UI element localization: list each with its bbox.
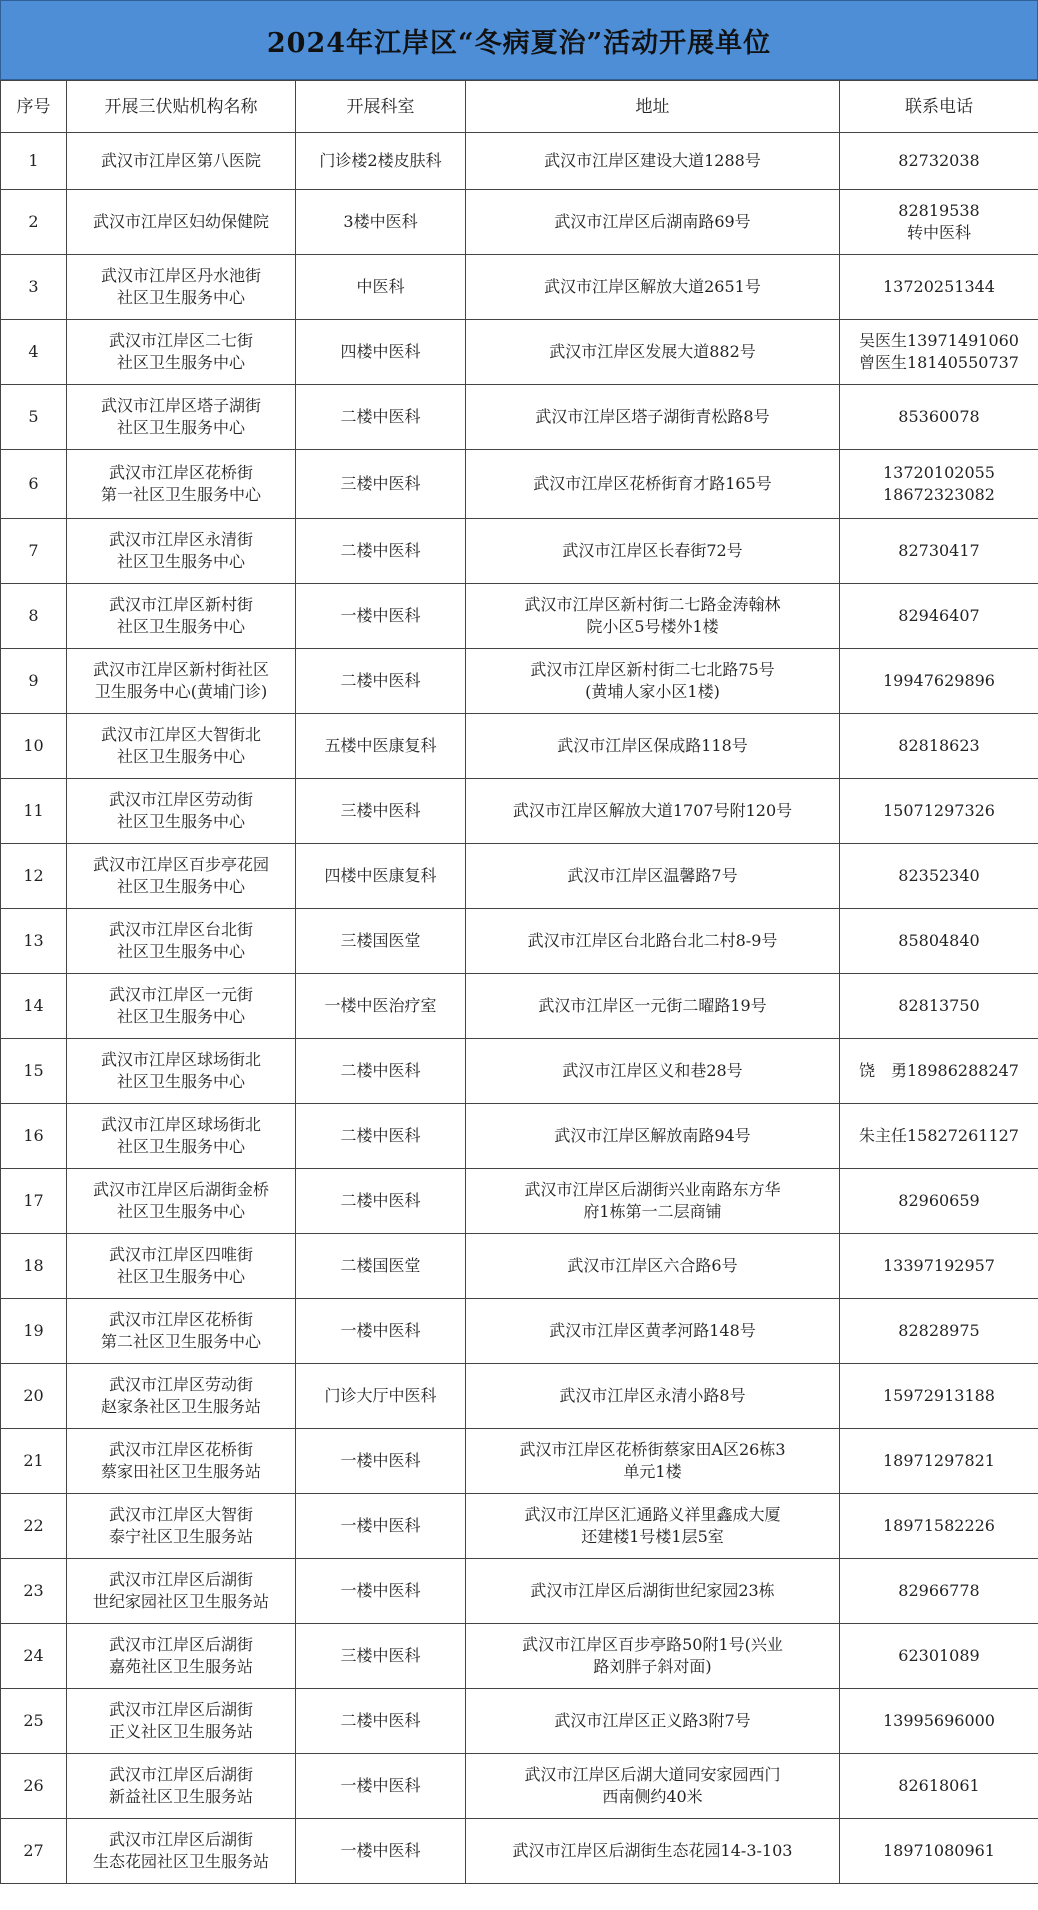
- cell-department: 一楼中医科: [296, 1429, 466, 1494]
- cell-phone: 18971080961: [840, 1819, 1038, 1884]
- cell-department: 三楼中医科: [296, 1624, 466, 1689]
- table-row: [1, 1039, 1038, 1104]
- cell-address: 武汉市江岸区花桥街育才路165号: [466, 450, 840, 519]
- cell-phone: 13720102055 18672323082: [840, 450, 1038, 519]
- cell-index: 7: [1, 519, 67, 584]
- table-row: [1, 974, 1038, 1039]
- cell-phone: 18971297821: [840, 1429, 1038, 1494]
- cell-phone: 85360078: [840, 385, 1038, 450]
- cell-department: 二楼中医科: [296, 1169, 466, 1234]
- cell-institution: 武汉市江岸区大智街 泰宁社区卫生服务站: [67, 1494, 296, 1559]
- table-row: [1, 519, 1038, 584]
- cell-address: 武汉市江岸区建设大道1288号: [466, 133, 840, 190]
- cell-index: 19: [1, 1299, 67, 1364]
- units-table: [0, 80, 1038, 1884]
- cell-address: 武汉市江岸区塔子湖街青松路8号: [466, 385, 840, 450]
- cell-index: 6: [1, 450, 67, 519]
- cell-index: 21: [1, 1429, 67, 1494]
- table-row: [1, 909, 1038, 974]
- cell-department: 二楼中医科: [296, 1039, 466, 1104]
- cell-phone: 15972913188: [840, 1364, 1038, 1429]
- cell-index: 11: [1, 779, 67, 844]
- table-row: [1, 1104, 1038, 1169]
- cell-department: 二楼中医科: [296, 519, 466, 584]
- cell-phone: 82946407: [840, 584, 1038, 649]
- cell-phone: 13720251344: [840, 255, 1038, 320]
- cell-institution: 武汉市江岸区一元街 社区卫生服务中心: [67, 974, 296, 1039]
- cell-index: 1: [1, 133, 67, 190]
- cell-index: 15: [1, 1039, 67, 1104]
- table-row: [1, 320, 1038, 385]
- cell-phone: 19947629896: [840, 649, 1038, 714]
- cell-department: 一楼中医科: [296, 1299, 466, 1364]
- cell-department: 二楼中医科: [296, 1689, 466, 1754]
- cell-institution: 武汉市江岸区球场街北 社区卫生服务中心: [67, 1104, 296, 1169]
- cell-address: 武汉市江岸区新村街二七北路75号 (黄埔人家小区1楼): [466, 649, 840, 714]
- cell-department: 一楼中医科: [296, 1559, 466, 1624]
- cell-department: 一楼中医科: [296, 584, 466, 649]
- cell-institution: 武汉市江岸区永清街 社区卫生服务中心: [67, 519, 296, 584]
- cell-index: 17: [1, 1169, 67, 1234]
- table-row: [1, 385, 1038, 450]
- cell-department: 四楼中医康复科: [296, 844, 466, 909]
- cell-index: 10: [1, 714, 67, 779]
- cell-index: 20: [1, 1364, 67, 1429]
- header-phone: 联系电话: [840, 81, 1038, 133]
- cell-institution: 武汉市江岸区台北街 社区卫生服务中心: [67, 909, 296, 974]
- cell-institution: 武汉市江岸区花桥街 蔡家田社区卫生服务站: [67, 1429, 296, 1494]
- cell-institution: 武汉市江岸区新村街 社区卫生服务中心: [67, 584, 296, 649]
- header-index: 序号: [1, 81, 67, 133]
- table-row: [1, 1559, 1038, 1624]
- cell-index: 8: [1, 584, 67, 649]
- table-row: [1, 1169, 1038, 1234]
- table-header-row: [1, 81, 1038, 133]
- cell-phone: 85804840: [840, 909, 1038, 974]
- cell-index: 27: [1, 1819, 67, 1884]
- cell-index: 26: [1, 1754, 67, 1819]
- page-title: 2024年江岸区“冬病夏治”活动开展单位: [0, 0, 1038, 80]
- table-row: [1, 1494, 1038, 1559]
- cell-institution: 武汉市江岸区后湖街 生态花园社区卫生服务站: [67, 1819, 296, 1884]
- cell-index: 9: [1, 649, 67, 714]
- table-row: [1, 450, 1038, 519]
- cell-phone: 82966778: [840, 1559, 1038, 1624]
- cell-department: 门诊楼2楼皮肤科: [296, 133, 466, 190]
- cell-institution: 武汉市江岸区后湖街 正义社区卫生服务站: [67, 1689, 296, 1754]
- cell-department: 3楼中医科: [296, 190, 466, 255]
- cell-address: 武汉市江岸区黄孝河路148号: [466, 1299, 840, 1364]
- cell-address: 武汉市江岸区永清小路8号: [466, 1364, 840, 1429]
- cell-institution: 武汉市江岸区大智街北 社区卫生服务中心: [67, 714, 296, 779]
- cell-department: 一楼中医治疗室: [296, 974, 466, 1039]
- header-department: 开展科室: [296, 81, 466, 133]
- cell-department: 三楼国医堂: [296, 909, 466, 974]
- cell-address: 武汉市江岸区一元街二曜路19号: [466, 974, 840, 1039]
- header-institution: 开展三伏贴机构名称: [67, 81, 296, 133]
- cell-institution: 武汉市江岸区二七街 社区卫生服务中心: [67, 320, 296, 385]
- table-row: [1, 1819, 1038, 1884]
- cell-address: 武汉市江岸区发展大道882号: [466, 320, 840, 385]
- cell-index: 2: [1, 190, 67, 255]
- cell-index: 12: [1, 844, 67, 909]
- cell-phone: 82960659: [840, 1169, 1038, 1234]
- cell-address: 武汉市江岸区长春街72号: [466, 519, 840, 584]
- cell-address: 武汉市江岸区六合路6号: [466, 1234, 840, 1299]
- cell-department: 门诊大厅中医科: [296, 1364, 466, 1429]
- cell-institution: 武汉市江岸区塔子湖街 社区卫生服务中心: [67, 385, 296, 450]
- cell-index: 18: [1, 1234, 67, 1299]
- cell-index: 3: [1, 255, 67, 320]
- cell-index: 13: [1, 909, 67, 974]
- cell-phone: 吴医生13971491060 曾医生18140550737: [840, 320, 1038, 385]
- cell-institution: 武汉市江岸区第八医院: [67, 133, 296, 190]
- cell-institution: 武汉市江岸区劳动街 社区卫生服务中心: [67, 779, 296, 844]
- cell-department: 二楼中医科: [296, 649, 466, 714]
- cell-index: 25: [1, 1689, 67, 1754]
- cell-phone: 82819538 转中医科: [840, 190, 1038, 255]
- cell-phone: 13397192957: [840, 1234, 1038, 1299]
- cell-department: 五楼中医康复科: [296, 714, 466, 779]
- table-row: [1, 649, 1038, 714]
- table-row: [1, 1299, 1038, 1364]
- cell-address: 武汉市江岸区台北路台北二村8-9号: [466, 909, 840, 974]
- table-row: [1, 133, 1038, 190]
- table-row: [1, 714, 1038, 779]
- cell-address: 武汉市江岸区保成路118号: [466, 714, 840, 779]
- table-row: [1, 1234, 1038, 1299]
- cell-phone: 18971582226: [840, 1494, 1038, 1559]
- cell-address: 武汉市江岸区温馨路7号: [466, 844, 840, 909]
- cell-phone: 饶 勇18986288247: [840, 1039, 1038, 1104]
- cell-address: 武汉市江岸区新村街二七路金涛翰林 院小区5号楼外1楼: [466, 584, 840, 649]
- cell-phone: 82818623: [840, 714, 1038, 779]
- table-row: [1, 779, 1038, 844]
- table-row: [1, 1429, 1038, 1494]
- cell-department: 二楼国医堂: [296, 1234, 466, 1299]
- cell-phone: 82813750: [840, 974, 1038, 1039]
- table-row: [1, 1364, 1038, 1429]
- cell-address: 武汉市江岸区花桥街蔡家田A区26栋3 单元1楼: [466, 1429, 840, 1494]
- cell-index: 22: [1, 1494, 67, 1559]
- cell-address: 武汉市江岸区后湖街兴业南路东方华 府1栋第一二层商铺: [466, 1169, 840, 1234]
- cell-address: 武汉市江岸区义和巷28号: [466, 1039, 840, 1104]
- cell-address: 武汉市江岸区正义路3附7号: [466, 1689, 840, 1754]
- cell-address: 武汉市江岸区汇通路义祥里鑫成大厦 还建楼1号楼1层5室: [466, 1494, 840, 1559]
- cell-phone: 82618061: [840, 1754, 1038, 1819]
- cell-address: 武汉市江岸区百步亭路50附1号(兴业 路刘胖子斜对面): [466, 1624, 840, 1689]
- cell-index: 23: [1, 1559, 67, 1624]
- cell-department: 三楼中医科: [296, 450, 466, 519]
- cell-institution: 武汉市江岸区新村街社区 卫生服务中心(黄埔门诊): [67, 649, 296, 714]
- cell-phone: 82352340: [840, 844, 1038, 909]
- cell-phone: 朱主任15827261127: [840, 1104, 1038, 1169]
- cell-department: 中医科: [296, 255, 466, 320]
- cell-phone: 82730417: [840, 519, 1038, 584]
- cell-institution: 武汉市江岸区花桥街 第二社区卫生服务中心: [67, 1299, 296, 1364]
- table-body: [1, 133, 1038, 1884]
- cell-institution: 武汉市江岸区丹水池街 社区卫生服务中心: [67, 255, 296, 320]
- table-row: [1, 255, 1038, 320]
- cell-address: 武汉市江岸区解放大道2651号: [466, 255, 840, 320]
- cell-address: 武汉市江岸区后湖街世纪家园23栋: [466, 1559, 840, 1624]
- cell-department: 二楼中医科: [296, 385, 466, 450]
- cell-institution: 武汉市江岸区花桥街 第一社区卫生服务中心: [67, 450, 296, 519]
- cell-address: 武汉市江岸区后湖南路69号: [466, 190, 840, 255]
- cell-institution: 武汉市江岸区后湖街 嘉苑社区卫生服务站: [67, 1624, 296, 1689]
- cell-phone: 62301089: [840, 1624, 1038, 1689]
- cell-institution: 武汉市江岸区后湖街 世纪家园社区卫生服务站: [67, 1559, 296, 1624]
- cell-department: 三楼中医科: [296, 779, 466, 844]
- cell-address: 武汉市江岸区后湖街生态花园14-3-103: [466, 1819, 840, 1884]
- cell-institution: 武汉市江岸区劳动街 赵家条社区卫生服务站: [67, 1364, 296, 1429]
- cell-department: 四楼中医科: [296, 320, 466, 385]
- cell-address: 武汉市江岸区解放大道1707号附120号: [466, 779, 840, 844]
- cell-department: 一楼中医科: [296, 1494, 466, 1559]
- cell-department: 一楼中医科: [296, 1819, 466, 1884]
- cell-department: 二楼中医科: [296, 1104, 466, 1169]
- cell-department: 一楼中医科: [296, 1754, 466, 1819]
- table-row: [1, 1689, 1038, 1754]
- cell-index: 16: [1, 1104, 67, 1169]
- table-row: [1, 190, 1038, 255]
- cell-address: 武汉市江岸区后湖大道同安家园西门 西南侧约40米: [466, 1754, 840, 1819]
- cell-phone: 82828975: [840, 1299, 1038, 1364]
- table-row: [1, 844, 1038, 909]
- cell-index: 4: [1, 320, 67, 385]
- cell-phone: 15071297326: [840, 779, 1038, 844]
- header-address: 地址: [466, 81, 840, 133]
- cell-institution: 武汉市江岸区后湖街金桥 社区卫生服务中心: [67, 1169, 296, 1234]
- cell-index: 14: [1, 974, 67, 1039]
- table-row: [1, 584, 1038, 649]
- cell-phone: 82732038: [840, 133, 1038, 190]
- cell-institution: 武汉市江岸区四唯街 社区卫生服务中心: [67, 1234, 296, 1299]
- cell-institution: 武汉市江岸区妇幼保健院: [67, 190, 296, 255]
- cell-index: 24: [1, 1624, 67, 1689]
- cell-institution: 武汉市江岸区球场街北 社区卫生服务中心: [67, 1039, 296, 1104]
- cell-institution: 武汉市江岸区百步亭花园 社区卫生服务中心: [67, 844, 296, 909]
- table-row: [1, 1624, 1038, 1689]
- cell-address: 武汉市江岸区解放南路94号: [466, 1104, 840, 1169]
- cell-index: 5: [1, 385, 67, 450]
- cell-institution: 武汉市江岸区后湖街 新益社区卫生服务站: [67, 1754, 296, 1819]
- table-row: [1, 1754, 1038, 1819]
- cell-phone: 13995696000: [840, 1689, 1038, 1754]
